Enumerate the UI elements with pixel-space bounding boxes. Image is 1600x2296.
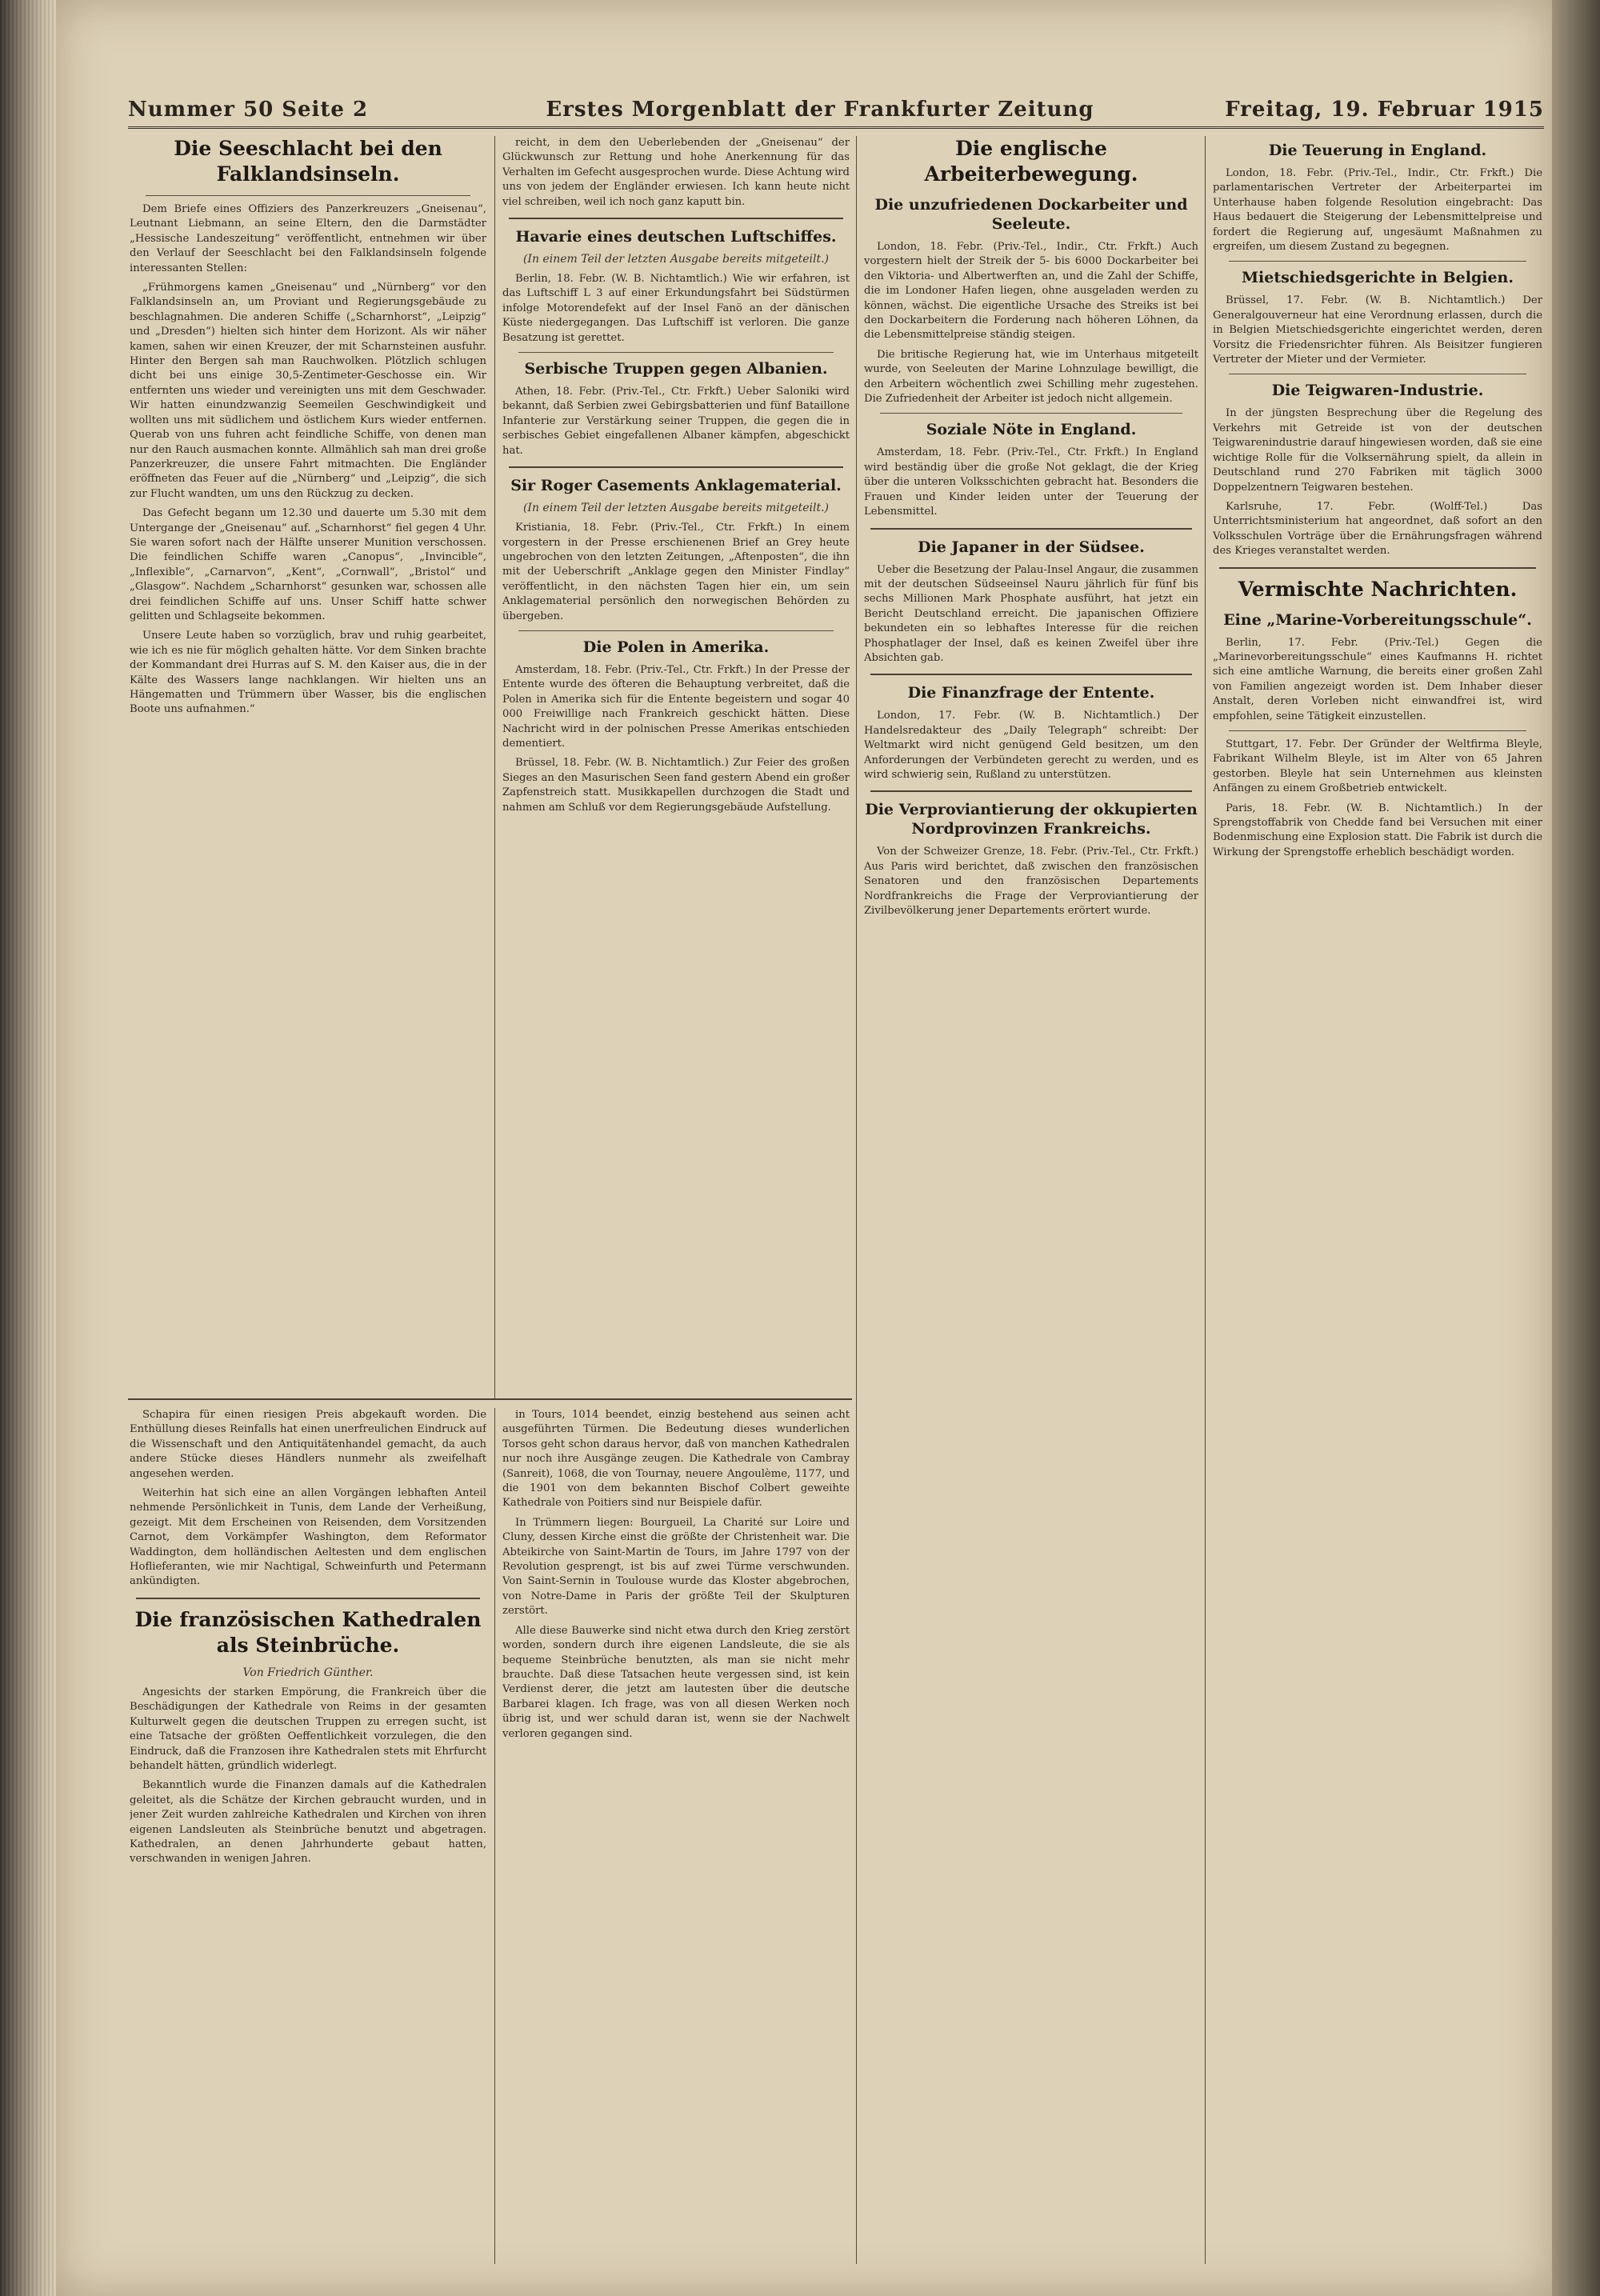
article-paragraph: London, 18. Febr. (Priv.-Tel., Indir., Ctr. Frkft.) Auch vorgestern hielt der Streik der 5- bis 6000 Dockarbeiter bei den Viktoria- und Albertwerften an, und die Zahl der Schiffe, die im Londoner Hafen liegen, ohne ausgeladen werden zu können, wächst. Die eigentliche Ursache des Streiks ist bei den Dockarbeitern die Forderung nach höheren Löhnen, da die Lebensmittelpreise ständig steigen. [864,241,1198,342]
article-paragraph: Paris, 18. Febr. (W. B. Nichtamtlich.) In der Sprengstoffabrik von Chedde fand bei Versuchen mit einer Bodenmischung eine Explosion statt. Die Fabrik ist durch die Wirkung der Sprengstoffe erheblich beschädigt worden. [1213,802,1542,858]
newspaper-title: Erstes Morgenblatt der Frankfurter Zeitung [546,98,1094,122]
article-paragraph: Kristiania, 18. Febr. (Priv.-Tel., Ctr. Frkft.) In einem vorgestern in der Presse erschienenen Brief an Grey heute ungebrochen von den letzten Zeitungen, „Aftenposten“, die ihn mit der Ueberschrift „Anklage gegen den Minister Findlay“ veröffentlicht, in den nächsten Tagen hier ein, um sein Anklagematerial persönlich den norwegischen Behörden zu übergeben. [502,522,850,622]
article-paragraph: reicht, in dem den Ueberlebenden der „Gneisenau“ der Glückwunsch zur Rettung und hohe Anerkennung für das Verhalten im Gefecht ausgesprochen wurde. Diese Achtung wird uns von jedem der Engländer erwiesen. Ich kann heute nicht viel schreiben, weil ich noch ganz kaputt bin. [502,137,850,208]
column-two [502,136,850,1392]
article-paragraph: Berlin, 18. Febr. (W. B. Nichtamtlich.) Wie wir erfahren, ist das Luftschiff L 3 auf einer Erkundungsfahrt bei Südstürmen infolge Motorendefekt auf der Insel Fanö an der dänischen Küste niedergegangen. Das Luftschiff ist verloren. Die ganze Besatzung ist gerettet. [502,273,850,344]
article-paragraph: Schapira für einen riesigen Preis abgekauft worden. Die Enthüllung dieses Reinfalls hat einen unerfreulichen Eindruck auf die Wissenschaft und den Antiquitätenhandel gemacht, da auch andere Stücke dieses Händlers nunmehr als zweifelhaft angesehen werden. [130,1409,486,1480]
article-headline: Mietschiedsgerichte in Belgien. [1242,269,1514,287]
divider [136,1598,480,1599]
article-paragraph: in Tours, 1014 beendet, einzig bestehend aus seinen acht ausgeführten Türmen. Die Bedeutung dieses wunderlichen Torsos geht schon daraus hervor, daß von manchen Kathedralen nur noch ihre Ausgänge zeugen. Die Kathedrale von Cambray (Sanreit), 1068, die von Tournay, neuere Angoulème, 1177, und die 1901 von dem bekannten Bischof Colbert geweihte Kathedrale von Poitiers sind nur Beispiele dafür. [502,1409,850,1510]
article-headline: Die Teigwaren-Industrie. [1271,382,1484,400]
newspaper-page [56,0,1552,2296]
article-paragraph: „Frühmorgens kamen „Gneisenau“ und „Nürnberg“ vor den Falklandsinseln an, um Proviant und Regierungsgebäude zu beschlagnahmen. Die anderen Schiffe („Scharnhorst“, „Leipzig“ und „Dresden“) hielten sich hinter dem Horizont. Als wir näher kamen, sahen wir einen Kreuzer, der mit Scharnsteinen ausfuhr. Hinter den Bergen sah man Rauchwolken. Plötzlich schlugen dicht bei uns einige 30,5-Zentimeter-Geschosse ein. Wir entfernten uns wieder und vereinigten uns mit dem Geschwader. Wir hatten einundzwanzig Seemeilen Geschwindigkeit und wollten uns mit südlichem und östlichem Kurs wieder entfernen. Querab von uns fuhren acht feindliche Schiffe, von denen man nur den Rauch ausmachen konnte. Allmählich sah man drei große Panzerkreuzer, die unsere Fahrt mitmachten. Die Engländer eröffneten das Feuer auf die „Nürnberg“ und „Leipzig“, die sich zur Flucht wandten, um uns den Rückzug zu decken. [130,282,486,500]
article-byline: Von Friedrich Günther. [242,1666,374,1679]
article-paragraph: Stuttgart, 17. Febr. Der Gründer der Weltfirma Bleyle, Fabrikant Wilhelm Bleyle, ist im Alter von 65 Jahren gestorben. Bleyle hat sein Unternehmen aus kleinsten Anfängen zu einem Großbetrieb entwickelt. [1213,738,1542,795]
section-headline: Vermischte Nachrichten. [1238,577,1518,601]
article-note: (In einem Teil der letzten Ausgabe bereits mitgeteilt.) [522,253,830,266]
column-rule [494,136,495,1400]
divider [870,674,1192,675]
divider [509,466,843,468]
article-headline: Die Teuerung in England. [1268,142,1487,159]
article-headline: Die Finanzfrage der Entente. [907,684,1155,702]
article-paragraph: Von der Schweizer Grenze, 18. Febr. (Priv.-Tel., Ctr. Frkft.) Aus Paris wird berichtet, daß zwischen den französischen Senatoren und den französischen Departements Nordfrankreichs die Frage der Verproviantierung der Zivilbevölkerung jener Departements erörtert wurde. [864,846,1198,917]
article-headline: Die französischen Kathedralen als Steinbrüche. [134,1607,482,1657]
article-paragraph: Brüssel, 18. Febr. (W. B. Nichtamtlich.) Zur Feier des großen Sieges an den Masurischen Seen fand gestern Abend ein großer Zapfenstreich statt. Musikkapellen durchzogen die Stadt und nahmen am Schluß vor dem Regierungsgebäude Aufstellung. [502,757,850,814]
article-paragraph: Angesichts der starken Empörung, die Frankreich über die Beschädigungen der Kathedrale von Reims in der gesamten Kulturwelt gegen die deutschen Truppen zu erregen sucht, ist eine Tatsache der größten Oeffentlichkeit vorzulegen, die den Eindruck, daß die Franzosen ihre Kathedralen stets mit Ehrfurcht behandelt hätten, gründlich widerlegt. [130,1686,486,1772]
divider [509,218,843,219]
article-headline: Soziale Nöte in England. [926,421,1137,439]
article-paragraph: Amsterdam, 18. Febr. (Priv.-Tel., Ctr. Frkft.) In England wird beständig über die große Not geklagt, die der Krieg über die unteren Volksschichten gebracht hat. Besonders die Frauen und Kinder leiden unter der Teuerung der Lebensmittel. [864,446,1198,518]
article-paragraph: Athen, 18. Febr. (Priv.-Tel., Ctr. Frkft.) Ueber Saloniki wird bekannt, daß Serbien zwei Gebirgsbatterien und fünf Bataillone Infanterie zur Verstärkung seiner Truppen, die gegen die in serbisches Gebiet eingefallenen Albaner kämpfen, abgeschickt hat. [502,386,850,457]
article-paragraph: London, 18. Febr. (Priv.-Tel., Indir., Ctr. Frkft.) Die parlamentarischen Vertreter der Arbeiterpartei im Unterhause haben folgende Resolution eingebracht: Das Haus bedauert die Steigerung der Lebensmittelpreise und fordert die Regierung auf, ungesäumt Maßnahmen zu ergreifen, um diesem Zustand zu begegnen. [1213,167,1542,254]
column-rule [494,1408,495,2264]
article-headline: Sir Roger Casements Anklagematerial. [510,477,842,495]
article-paragraph: Ueber die Besetzung der Palau-Insel Angaur, die zusammen mit der deutschen Südseeinsel Nauru jährlich für fünf bis sechs Millionen Mark Phosphate ausführt, hat jetzt ein Bericht Deutschland erreicht. Die japanischen Offiziere bekundeten ein so lebhaftes Interesse für die reichen Phosphatlager der Insel, daß es keinen Zweifel über ihre Absichten gab. [864,563,1198,664]
divider [1229,730,1526,731]
divider [518,352,834,353]
article-headline: Havarie eines deutschen Luftschiffes. [515,228,837,246]
article-headline: Serbische Truppen gegen Albanien. [524,360,828,378]
article-paragraph: Alle diese Bauwerke sind nicht etwa durch den Krieg zerstört worden, sondern durch ihre eigenen Landsleute, die sie als bequeme Steinbrüche benutzten, als man sie nicht mehr brauchte. Daß diese Tatsachen heute vergessen sind, ist kein Verdienst derer, die jetzt am lautesten über die deutsche Barbarei klagen. Ich frage, was von all diesen Werken noch übrig ist, und wer schuld daran ist, wenn sie der Nachwelt verloren gegangen sind. [502,1624,850,1740]
article-seeschlacht [130,136,486,1392]
article-headline: Die Polen in Amerika. [582,638,770,656]
divider [870,790,1192,792]
divider [146,195,470,196]
article-headline: Eine „Marine-Vorbereitungsschule“. [1223,610,1532,629]
column-rule [1205,136,1206,2264]
article-paragraph: Berlin, 17. Febr. (Priv.-Tel.) Gegen die „Marinevorbereitungsschule“ eines Kaufmanns H. richtet sich eine amtliche Warnung, die bereits einer großen Zahl von Familien angezeigt worden ist. Dem Inhaber dieser Anstalt, deren Vorleben nicht einwandfrei ist, wird empfohlen, seine Tätigkeit einzustellen. [1213,636,1542,722]
article-paragraph: In der jüngsten Besprechung über die Regelung des Verkehrs mit Getreide ist von der deutschen Teigwarenindustrie darauf hingewiesen worden, daß sie eine wichtige Rolle für die Volksernährung spielt, da allein in Deutschland rund 270 Fabriken mit täglich 3000 Doppelzentnern Teigwaren bestehen. [1213,407,1542,494]
article-paragraph: Bekanntlich wurde die Finanzen damals auf die Kathedralen geleitet, als die Schätze der Kirchen gebraucht wurden, und in jener Zeit wurden zahlreiche Kathedralen und Kirchen von ihren eigenen Landsleuten als Steinbrüche benutzt und abgetragen. Kathedralen, an denen Jahrhunderte gebaut hatten, verschwanden in wenigen Jahren. [130,1779,486,1866]
next-page-edge [1552,0,1600,2296]
page-header [128,94,1544,129]
article-paragraph: Amsterdam, 18. Febr. (Priv.-Tel., Ctr. Frkft.) In der Presse der Entente wurde des öfteren die Behauptung verbreitet, daß die Polen in Amerika sich für die Entente begeistern und sogar 40 000 Freiwillige nach Frankreich geschickt hätten. Diese Nachricht wird in der polnischen Presse Amerikas entschieden dementiert. [502,663,850,750]
article-note: (In einem Teil der letzten Ausgabe bereits mitgeteilt.) [522,502,830,515]
article-paragraph: Karlsruhe, 17. Febr. (Wolff-Tel.) Das Unterrichtsministerium hat angeordnet, daß sofort an den Volksschulen Vorträge über die Ernährungsfragen während des Krieges veranstaltet werden. [1213,500,1542,558]
feuilleton-kathedralen [130,1408,486,2264]
column-rule [856,136,857,2264]
article-headline: Die Seeschlacht bei den Falklandsinseln. [174,137,442,186]
column-four [1213,136,1542,2256]
page-number: Nummer 50 Seite 2 [128,98,369,122]
divider [1219,567,1536,569]
article-paragraph: Das Gefecht begann um 12.30 und dauerte um 5.30 mit dem Untergange der „Gneisenau“ auf. „Scharnhorst“ fiel gegen 4 Uhr. Sie waren sofort nach der Hälfte unserer Munition verschossen. Die feindlichen Schiffe waren „Canopus“, „Invincible“, „Inflexible“, „Carnarvon“, „Kent“, „Cornwall“, „Bristol“ und „Glasgow“. Nachdem „Scharnhorst“ gesunken war, schossen alle drei feindlichen Schiffe auf uns. Unser Schiff hatte schwer gelitten und Schlagseite bekommen. [130,507,486,622]
divider [880,413,1182,414]
article-paragraph: Dem Briefe eines Offiziers des Panzerkreuzers „Gneisenau“, Leutnant Liebmann, an seine Eltern, den die Darmstädter „Hessische Landeszeitung“ veröffentlicht, entnehmen wir über den Verlauf der Seeschlacht bei den Falklandsinseln folgende interessanten Stellen: [130,203,486,274]
divider [1229,261,1526,262]
article-paragraph: Weiterhin hat sich eine an allen Vorgängen lebhaften Anteil nehmende Persönlichkeit in Tunis, dem Lande der Verheißung, gezeigt. Mit dem Erscheinen von Reisenden, dem Vorsitzenden Carnot, dem Vorkämpfer Washington, dem Reformator Waddington, dem holländischen Aeltesten und dem englischen Hoflieferanten, wie mir Nachtigal, Schweinfurth und Petermann ankündigten. [130,1487,486,1588]
article-headline: Die Japaner in der Südsee. [918,538,1145,556]
article-paragraph: Die britische Regierung hat, wie im Unterhaus mitgeteilt wurde, von Seeleuten der Marine Lohnzulage bewilligt, die den Arbeitern wöchentlich zwei Schilling mehr zugestehen. Die Zufriedenheit der Arbeiter ist jedoch nicht allgemein. [864,348,1198,406]
article-paragraph: Brüssel, 17. Febr. (W. B. Nichtamtlich.) Der Generalgouverneur hat eine Verordnung erlassen, durch die in Belgien Mietschiedsgerichte eingerichtet werden, deren Vorsitz die Friedensrichter führen. Als Beisitzer fungieren Vertreter der Mieter und der Vermieter. [1213,294,1542,366]
article-paragraph: Unsere Leute haben so vorzüglich, brav und ruhig gearbeitet, wie ich es nie für möglich gehalten hätte. Vor dem Sinken brachte der Kommandant drei Hurras auf S. M. den Kaiser aus, die in der Kälte des Wassers lange nachklangen. Wir hielten uns an Hängematten und Trümmern über Wasser, bis die englischen Boote uns aufnahmen.“ [130,630,486,716]
divider [870,528,1192,530]
article-headline: Die englische Arbeiterbewegung. [924,137,1138,186]
book-spine [0,0,56,2296]
feuilleton-continued [502,1408,850,2264]
issue-date: Freitag, 19. Februar 1915 [1225,98,1544,122]
section-rule [128,1398,852,1400]
article-paragraph: In Trümmern liegen: Bourgueil, La Charité sur Loire und Cluny, dessen Kirche einst die größte der Christenheit war. Die Abteikirche von Saint-Martin de Tours, im Jahre 1797 von der Revolution gesprengt, ist bis auf zwei Türme verschwunden. Von Saint-Sernin in Toulouse wurde das Kloster abgebrochen, von Notre-Dame in Paris der größte Teil der Skulpturen zerstört. [502,1516,850,1618]
divider [518,630,834,631]
column-three [864,136,1198,2256]
article-paragraph: London, 17. Febr. (W. B. Nichtamtlich.) Der Handelsredakteur des „Daily Telegraph“ schreibt: Der Weltmarkt wird nicht genügend Geld besitzen, um den Anforderungen der Verbündeten gerecht zu werden, und es wird schwierig sein, Rußland zu unterstützen. [864,710,1198,781]
article-subheadline: Die unzufriedenen Dockarbeiter und Seeleute. [874,196,1188,233]
article-headline: Die Verproviantierung der okkupierten Nordprovinzen Frankreichs. [865,801,1198,838]
